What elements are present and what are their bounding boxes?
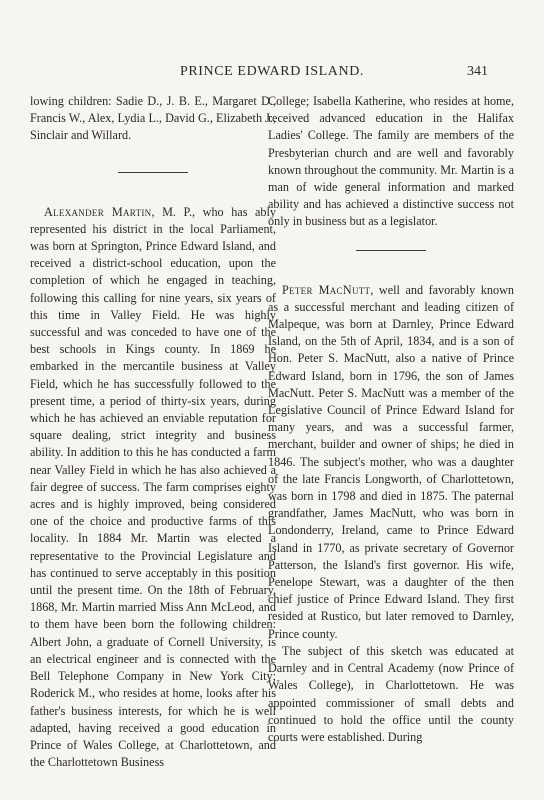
paragraph-peter-macnutt bbox=[268, 282, 514, 643]
running-title: PRINCE EDWARD ISLAND. bbox=[179, 64, 365, 79]
subject-name: Alexander Martin bbox=[44, 204, 152, 219]
section-divider bbox=[118, 172, 188, 173]
subject-name: Peter MacNutt bbox=[282, 282, 371, 297]
paragraph-martin-continued: College; Isabella Katherine, who resides at home, received advanced education in the Halifax Ladies' College. The family are members of the Presbyterian church and are well and favorably known throughout the community. Mr. Martin is a man of wide general information and marked ability and has achieved a distinctive success not only in business but as a legislator. bbox=[268, 94, 514, 229]
page-header bbox=[0, 64, 544, 84]
paragraph-alexander-martin bbox=[30, 204, 276, 772]
page-number: 341 bbox=[467, 64, 488, 79]
section-divider bbox=[356, 250, 426, 251]
paragraph-children-list: lowing children: Sadie D., J. B. E., Margaret D., Francis W., Alex, Lydia L., David G., Elizabeth J., Sinclair and Willard. bbox=[30, 94, 276, 143]
right-column bbox=[268, 93, 514, 746]
paragraph-text: , well and favorably known as a successful merchant and leading citizen of Malpeque, was born at Darnley, Prince Edward Island, on the 5th of April, 1834, and is a son of Hon. Peter S. MacNutt, also a native of Prince Edward Island, born in 1796, the son of James MacNutt. Peter S. MacNutt was a member of the Legislative Council of Prince Edward Island for many years, and was a successful farmer, merchant, builder and owner of ships; he died in 1846. The subject's mother, who was a daughter of the late Francis Longworth, of Charlottetown, was born in 1798 and died in 1875. The paternal grandfather, James MacNutt, who was born in Londonderry, Ireland, came to Prince Edward Island in 1770, as private secretary of Governor Patterson, the Island's first governor. His wife, Penelope Stewart, was a daughter of the then chief justice of Prince Edward Island. They first resided at Rustico, but later removed to Darnley, Prince county. bbox=[268, 282, 514, 641]
paragraph-text: , M. P., who has ably represented his district in the local Parliament, was born at Springton, Prince Edward Island, and received a district-school education, upon the completion of which he engaged in teaching, following this calling for nine years, six years of this time in Valley Field. He was highly successful and was conceded to have one of the best schools in Kings county. In 1869 he embarked in the mercantile business at Valley Field, which he has successfully followed to the present time, a period of thirty-six years, during which he has achieved an enviable reputation for square dealing, strict integrity and business ability. In addition to this he has conducted a farm near Valley Field in which he has also achieved a fair degree of success. The farm comprises eighty acres and is highly improved, being considered one of the choice and productive farms of this locality. In 1884 Mr. Martin was elected a representative to the Provincial Legislature and has continued to serve acceptably in this position until the present time. On the 18th of February, 1868, Mr. Martin married Miss Ann McLeod, and to them have been born the following children: Albert John, a graduate of Cornell University, is an electrical engineer and is connected with the Bell Telephone Company in New York City; Roderick M., who resides at home, looks after his father's business interests, for which he is well adapted, having received a good education in Prince of Wales College, at Charlottetown, and the Charlottetown Business bbox=[30, 204, 277, 770]
paragraph-education: The subject of this sketch was educated at Darnley and in Central Academy (now Prince of Wales College), in Charlottetown. He was appointed commissioner of small debts and continued to hold the office until the county courts were established. During bbox=[268, 643, 514, 744]
left-column bbox=[30, 93, 276, 771]
